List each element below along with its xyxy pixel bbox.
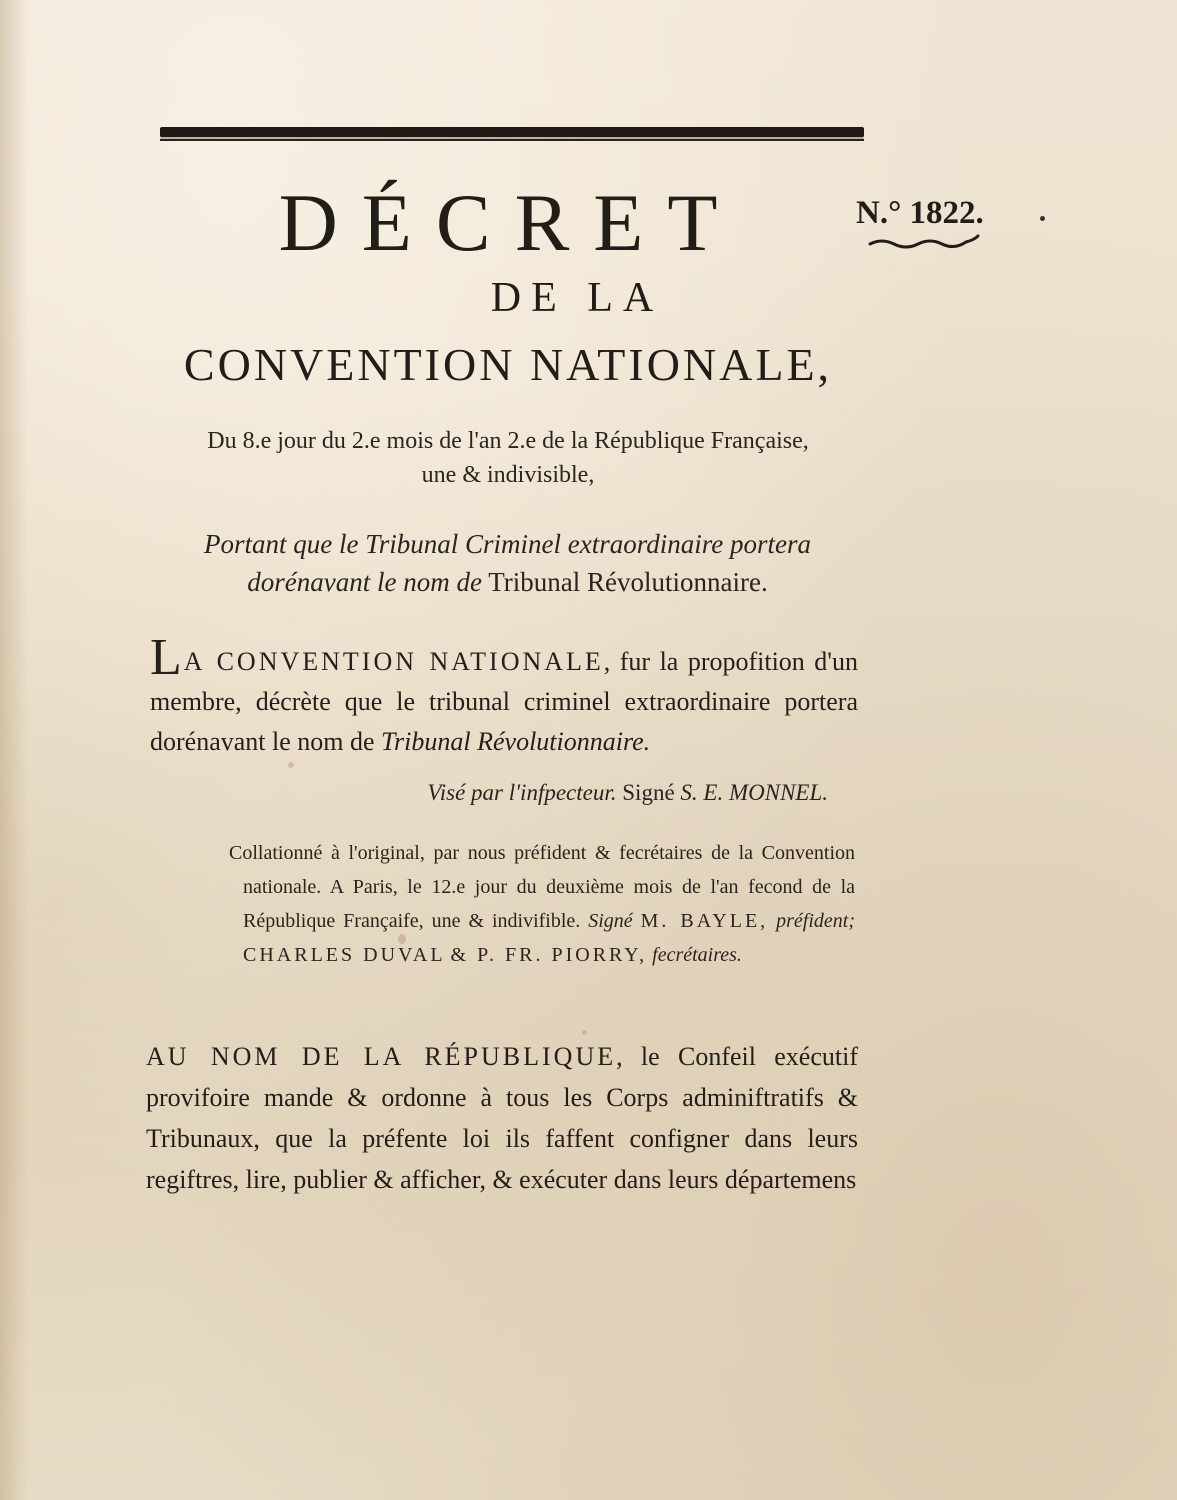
body-convention: A CONVENTION NATIONALE [183,647,604,676]
summary-italic: dorénavant le nom de [247,567,482,597]
collation-signe: Signé [588,910,633,932]
vise-name: S. E. MONNEL. [680,780,828,805]
decree-summary [140,525,875,601]
subtitle-de-la: DE LA [490,275,664,321]
subtitle-convention: CONVENTION NATIONALE, [183,339,833,390]
collation-bayle: M. BAYLE, [640,910,769,932]
promul-republique: AU NOM DE LA RÉPUBLIQUE [146,1042,617,1071]
ink-spot [288,762,294,768]
body-text: , fur la propofition d'un membre, décrète que le tribunal criminel extraordinaire portera dorénavant le nom de [150,647,858,756]
summary-line-2 [140,563,875,601]
dateline-line-2: une & indivisible, [421,462,595,488]
vise-signe: Signé [622,780,675,805]
inspector-line [150,780,828,806]
collation-president: préfident; [776,910,856,932]
summary-line-1: Portant que le Tribunal Criminel extraordinaire portera [204,529,811,559]
drop-cap: L [150,629,182,686]
promulgation-paragraph [146,1036,858,1200]
collation-paragraph [229,836,856,972]
decree-body [150,629,858,762]
collation-piorry: & P. FR. PIORRY, [450,944,648,966]
summary-tribunal: Tribunal Révolutionnaire. [488,567,768,597]
promul-text: , le Confeil exécutif provifoire mande & ordonne à tous les Corps adminiftratifs & Tribunaux, que la préfente loi ils faffent configner dans leurs regiftres, lire, publier & afficher, & exécuter dans leurs départemens [146,1042,858,1194]
dateline [148,424,868,492]
dateline-line-1: Du 8.e jour du 2.e mois de l'an 2.e de la République Française, [207,428,809,454]
top-rule [160,127,864,137]
flourish-ornament [868,234,980,252]
collation-secretaires: fecrétaires. [652,944,742,966]
decree-number: N.° 1822. [856,195,984,231]
stray-mark [1040,216,1045,221]
page-title: DÉCRET [278,177,742,268]
vise-label: Visé par l'infpecteur. [427,780,617,805]
collation-text: Collationné à l'original, par nous préfident & fecrétaires de la Convention nationale. A Paris, le 12.e jour du deuxième mois de l'an fecond de la République Françaife, une & indivifible. [229,842,855,932]
paper-edge-shadow [0,0,28,1500]
collation-duval: CHARLES DUVAL [243,944,446,966]
body-tribunal: Tribunal Révolutionnaire. [381,727,651,756]
ink-spot [582,1030,587,1035]
